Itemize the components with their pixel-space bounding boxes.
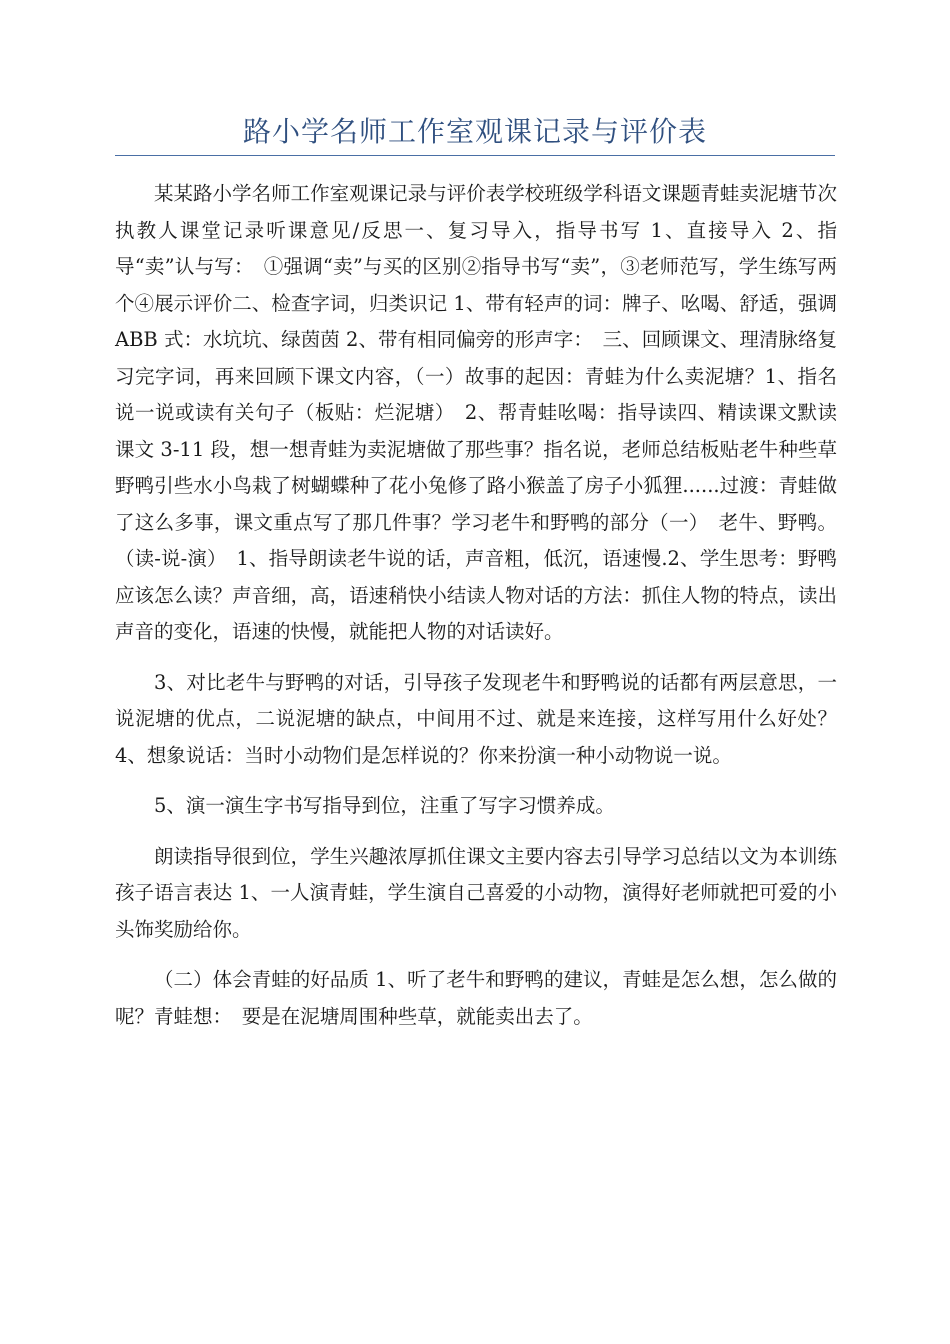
paragraph-reading-guidance: 朗读指导很到位，学生兴趣浓厚抓住课文主要内容去引导学习总结以文为本训练孩子语言表达 1、一人演青蛙，学生演自己喜爱的小动物，演得好老师就把可爱的小头饰奖励给你。 [115, 844, 837, 941]
paragraph-act-out: 5、演一演生字书写指导到位，注重了写字习惯养成。 [154, 794, 615, 817]
paragraph-frog-qualities: （二）体会青蛙的好品质 1、听了老牛和野鸭的建议，青蛙是怎么想，怎么做的呢？青蛙想： 要是在泥塘周围种些草，就能卖出去了。 [115, 968, 837, 1028]
page-title: 路小学名师工作室观课记录与评价表 [242, 115, 707, 148]
paragraph-dialogue-comparison: 3、对比老牛与野鸭的对话，引导孩子发现老牛和野鸭说的话都有两层意思，一说泥塘的优点，二说泥塘的缺点，中间用不过、就是来连接，这样写用什么好处？4、想象说话：当时小动物们是怎样说的？你来扮演一种小动物说一说。 [115, 670, 837, 767]
document-body [115, 176, 837, 1035]
paragraph-lesson-record: 某某路小学名师工作室观课记录与评价表学校班级学科语文课题青蛙卖泥塘节次执教人课堂记录听课意见/反思一、复习导入，指导书写 1、直接导入 2、指导“卖”认与写： ①强调“卖”与买的区别②指导书写“卖”，③老师范写，学生练写两个④展示评价二、检查字词，归类识记 1、带有轻声的词：牌子、吆喝、舒适，强调 ABB 式：水坑坑、绿茵茵 2、带有相同偏旁的形声字： 三、回顾课文、理清脉络复习完字词，再来回顾下课文内容，（一）故事的起因：青蛙为什么卖泥塘？1、指名说一说或读有关句子（板贴：烂泥塘） 2、帮青蛙吆喝：指导读四、精读课文默读课文 3-11 段，想一想青蛙为卖泥塘做了那些事？指名说，老师总结板贴老牛种些草野鸭引些水小鸟栽了树蝴蝶种了花小兔修了路小猴盖了房子小狐狸......过渡：青蛙做了这么多事，课文重点写了那几件事？学习老牛和野鸭的部分（一） 老牛、野鸭。（读-说-演） 1、指导朗读老牛说的话，声音粗，低沉，语速慢.2、学生思考：野鸭应该怎么读？声音细，高，语速稍快小结读人物对话的方法：抓住人物的特点，读出声音的变化，语速的快慢，就能把人物的对话读好。 [115, 182, 837, 643]
title-underline [115, 155, 835, 156]
